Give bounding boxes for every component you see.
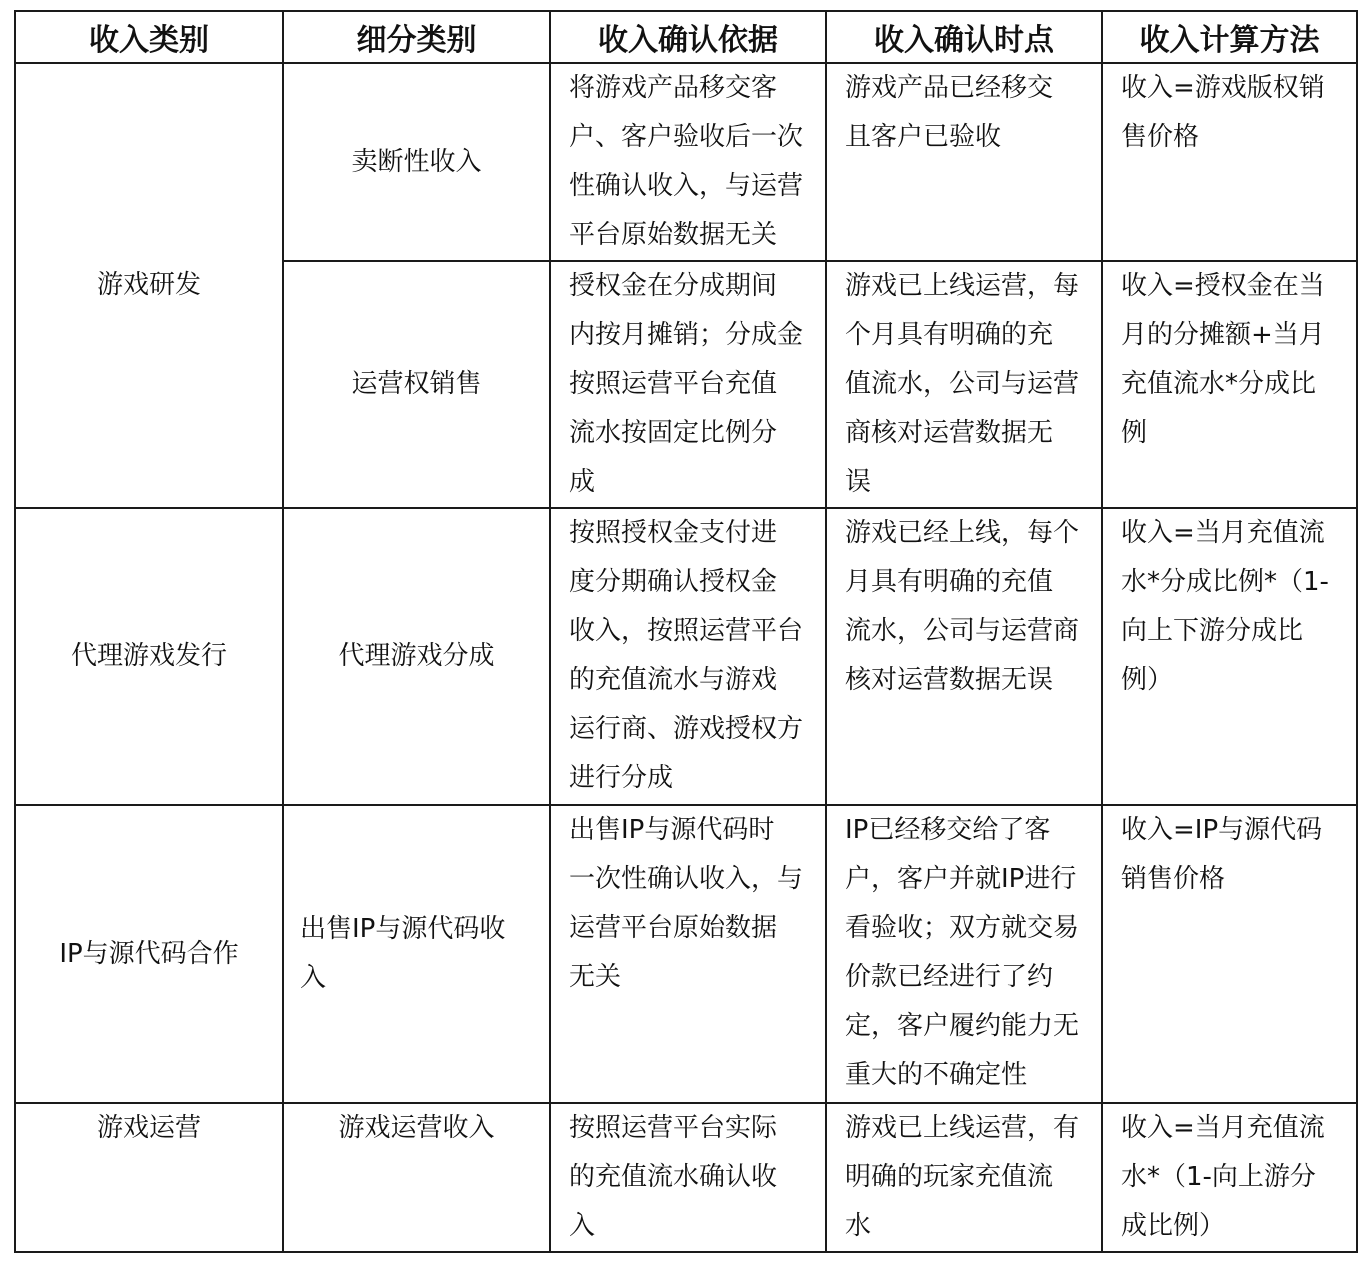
basis-line: 成	[569, 467, 596, 497]
basis-line: 按照授权金支付进	[569, 518, 778, 548]
basis-line: 流水按固定比例分	[569, 418, 778, 448]
basis-line: 按照运营平台实际	[569, 1113, 778, 1143]
timing-line: 核对运营数据无误	[845, 665, 1054, 695]
timing-line: 流水，公司与运营商	[845, 616, 1080, 646]
sub-category-line: 入	[300, 963, 327, 993]
basis-line: 平台原始数据无关	[569, 220, 778, 250]
timing-line: 看验收；双方就交易	[845, 913, 1080, 943]
table-row	[15, 805, 1357, 1103]
timing-line: 商核对运营数据无	[845, 418, 1054, 448]
sub-category-cell: 运营权销售	[283, 261, 550, 508]
method-cell	[1102, 508, 1357, 805]
revenue-recognition-table	[14, 10, 1358, 1253]
timing-cell	[826, 261, 1102, 508]
timing-line: 价款已经进行了约	[845, 962, 1054, 992]
sub-category-cell	[283, 805, 550, 1103]
method-cell	[1102, 63, 1357, 261]
timing-line: 水	[845, 1211, 872, 1241]
basis-line: 的充值流水与游戏	[569, 665, 778, 695]
timing-line: IP已经移交给了客	[845, 815, 1051, 845]
category-cell: 代理游戏发行	[15, 508, 283, 805]
method-cell	[1102, 261, 1357, 508]
category-cell: IP与源代码合作	[15, 805, 283, 1103]
header-sub-category: 细分类别	[283, 11, 550, 63]
basis-line: 户、客户验收后一次	[569, 122, 804, 152]
sub-category-cell: 卖断性收入	[283, 63, 550, 261]
method-line: 成比例）	[1121, 1211, 1226, 1241]
method-line: 例	[1121, 418, 1148, 448]
method-line: 充值流水*分成比	[1121, 369, 1317, 399]
basis-cell	[550, 63, 826, 261]
header-recognition-timing: 收入确认时点	[826, 11, 1102, 63]
timing-line: 游戏已上线运营，有	[845, 1113, 1080, 1143]
timing-cell	[826, 63, 1102, 261]
timing-line: 户，客户并就IP进行	[845, 864, 1077, 894]
method-cell	[1102, 1103, 1357, 1252]
timing-cell	[826, 805, 1102, 1103]
sub-category-cell: 代理游戏分成	[283, 508, 550, 805]
basis-cell	[550, 805, 826, 1103]
method-line: 售价格	[1121, 122, 1200, 152]
basis-line: 将游戏产品移交客	[569, 73, 778, 103]
table-row	[15, 63, 1357, 261]
timing-line: 重大的不确定性	[845, 1060, 1028, 1090]
basis-line: 收入，按照运营平台	[569, 616, 804, 646]
timing-line: 值流水，公司与运营	[845, 369, 1080, 399]
method-line: 收入=当月充值流	[1121, 1113, 1325, 1143]
method-line: 收入=当月充值流	[1121, 518, 1325, 548]
method-line: 收入=IP与源代码	[1121, 815, 1323, 845]
timing-line: 明确的玩家充值流	[845, 1162, 1054, 1192]
table-row	[15, 1103, 1357, 1252]
category-cell: 游戏运营	[15, 1103, 283, 1252]
timing-line: 误	[845, 467, 872, 497]
timing-cell	[826, 508, 1102, 805]
basis-line: 性确认收入，与运营	[569, 171, 804, 201]
basis-line: 的充值流水确认收	[569, 1162, 778, 1192]
basis-cell	[550, 508, 826, 805]
header-row	[15, 11, 1357, 63]
basis-line: 运营平台原始数据	[569, 913, 778, 943]
basis-line: 无关	[569, 962, 622, 992]
table-row	[15, 508, 1357, 805]
basis-line: 进行分成	[569, 763, 674, 793]
header-recognition-basis: 收入确认依据	[550, 11, 826, 63]
method-line: 例）	[1121, 665, 1174, 695]
method-line: 收入=授权金在当	[1121, 271, 1325, 301]
basis-line: 内按月摊销；分成金	[569, 320, 804, 350]
method-line: 收入=游戏版权销	[1121, 73, 1325, 103]
basis-line: 按照运营平台充值	[569, 369, 778, 399]
header-calculation-method: 收入计算方法	[1102, 11, 1357, 63]
method-line: 水*（1-向上游分	[1121, 1162, 1316, 1192]
timing-line: 游戏已上线运营，每	[845, 271, 1080, 301]
timing-line: 且客户已验收	[845, 122, 1002, 152]
method-line: 销售价格	[1121, 864, 1226, 894]
timing-line: 个月具有明确的充	[845, 320, 1054, 350]
basis-cell	[550, 1103, 826, 1252]
timing-line: 游戏产品已经移交	[845, 73, 1054, 103]
sub-category-line: 出售IP与源代码收	[300, 914, 506, 944]
timing-cell	[826, 1103, 1102, 1252]
basis-line: 度分期确认授权金	[569, 567, 778, 597]
category-cell: 游戏研发	[15, 63, 283, 508]
basis-line: 出售IP与源代码时	[569, 815, 775, 845]
sub-category-cell: 游戏运营收入	[283, 1103, 550, 1252]
basis-line: 入	[569, 1211, 596, 1241]
method-line: 向上下游分成比	[1121, 616, 1304, 646]
timing-line: 定，客户履约能力无	[845, 1011, 1080, 1041]
basis-line: 运行商、游戏授权方	[569, 714, 804, 744]
basis-cell	[550, 261, 826, 508]
method-cell	[1102, 805, 1357, 1103]
method-line: 月的分摊额+当月	[1121, 320, 1325, 350]
basis-line: 授权金在分成期间	[569, 271, 778, 301]
method-line: 水*分成比例*（1-	[1121, 567, 1329, 597]
basis-line: 一次性确认收入，与	[569, 864, 804, 894]
header-income-category: 收入类别	[15, 11, 283, 63]
timing-line: 游戏已经上线，每个	[845, 518, 1080, 548]
timing-line: 月具有明确的充值	[845, 567, 1054, 597]
